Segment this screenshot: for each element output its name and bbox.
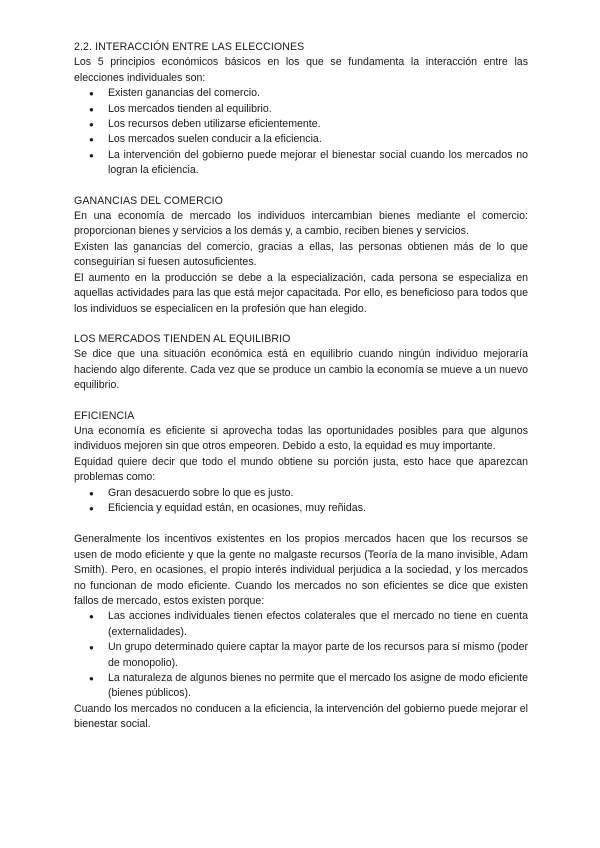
list-item: ● Existen ganancias del comercio.	[108, 86, 528, 101]
list-item: ● Los mercados suelen conducir a la eficiencia.	[108, 132, 528, 147]
list-item: ● Las acciones individuales tienen efectos colaterales que el mercado no tiene en cuenta (externalidades).	[108, 609, 528, 640]
section-heading-interaccion: 2.2. INTERACCIÓN ENTRE LAS ELECCIONES	[74, 41, 305, 53]
section-heading-equilibrio: LOS MERCADOS TIENDEN AL EQUILIBRIO	[74, 332, 291, 345]
problems-list	[74, 486, 528, 517]
paragraph: Generalmente los incentivos existentes en los propios mercados hacen que los recursos se usen de modo eficiente y que la gente no malgaste recursos (Teoría de la mano invisible, Adam Smith). Pero, en ocasiones, el propio interés individual perjudica a la sociedad, y los mercados no funcionan de modo eficiente. Cuando los mercados no son eficientes se dice que existen fallos de mercado, estos existen porque:	[74, 533, 528, 607]
paragraph: Existen las ganancias del comercio, gracias a ellas, las personas obtienen más de lo que conseguirían si fuesen autosuficientes.	[74, 240, 528, 269]
list-item: ● Los recursos deben utilizarse eficientemente.	[108, 117, 528, 132]
paragraph: En una economía de mercado los individuos intercambian bienes mediante el comercio: proporcionan bienes y servicios a los demás y, a cambio, reciben bienes y servicios.	[74, 210, 528, 238]
section-heading-ganancias: GANANCIAS DEL COMERCIO	[74, 194, 223, 207]
paragraph: Se dice que una situación económica está en equilibrio cuando ningún individuo mejoraría haciendo algo diferente. Cada vez que se produce un cambio la economía se mueve a un nuevo equilibrio.	[74, 348, 528, 392]
list-item: ● Los mercados tienden al equilibrio.	[108, 102, 528, 117]
paragraph: Equidad quiere decir que todo el mundo obtiene su porción justa, esto hace que aparezcan problemas como:	[74, 455, 528, 484]
principles-list	[74, 86, 528, 178]
list-item: ● Eficiencia y equidad están, en ocasiones, muy reñidas.	[108, 501, 528, 516]
list-item: ● Gran desacuerdo sobre lo que es justo.	[108, 486, 528, 501]
intro-paragraph: Los 5 principios económicos básicos en los que se fundamenta la interacción entre las elecciones individuales son:	[74, 56, 528, 84]
paragraph: Cuando los mercados no conducen a la eficiencia, la intervención del gobierno puede mejorar el bienestar social.	[74, 702, 528, 731]
market-failures-list	[74, 609, 528, 701]
list-item: ● La intervención del gobierno puede mejorar el bienestar social cuando los mercados no logran la eficiencia.	[108, 148, 528, 179]
paragraph: El aumento en la producción se debe a la especialización, cada persona se especializa en aquellas actividades para las que está mejor capacitada. Por ello, es beneficioso para todos que los individuos se especialicen en la profesión que han elegido.	[74, 271, 528, 315]
document-page	[74, 40, 528, 733]
section-heading-eficiencia: EFICIENCIA	[74, 409, 135, 422]
list-item: ● Un grupo determinado quiere captar la mayor parte de los recursos para sí mismo (poder de monopolio).	[108, 640, 528, 671]
list-item: ● La naturaleza de algunos bienes no permite que el mercado los asigne de modo eficiente (bienes públicos).	[108, 671, 528, 702]
paragraph: Una economía es eficiente si aprovecha todas las oportunidades posibles para que algunos individuos mejoren sin que otros empeoren. Debido a esto, la equidad es muy importante.	[74, 424, 528, 453]
